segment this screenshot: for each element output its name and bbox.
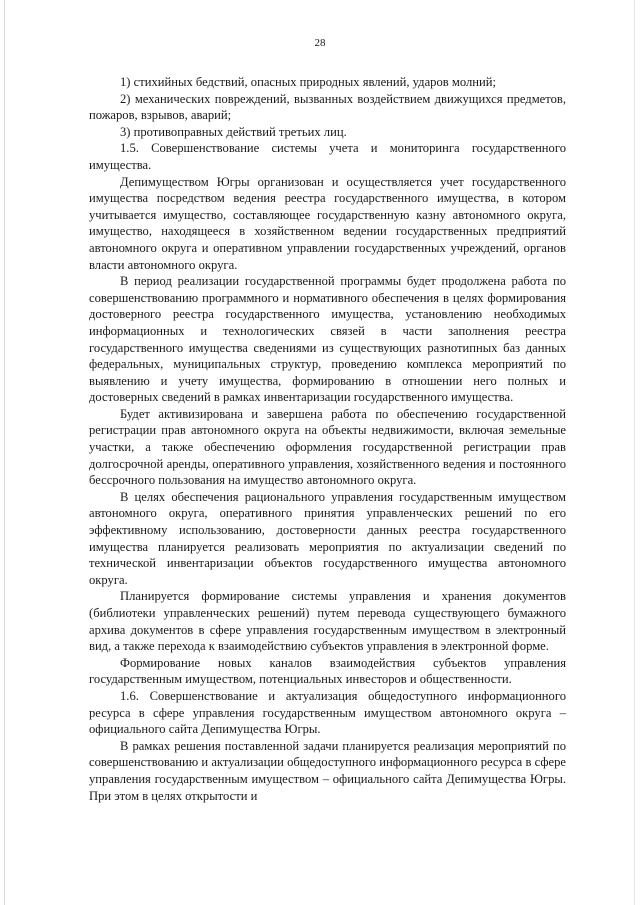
paragraph-rational-management: В целях обеспечения рационального управления государственным имуществом автономного округа, оперативного принятия управленческих решений по его эффективному использованию, достоверности данных реестра государственного имущества планируется реализовать мероприятия по актуализации сведений по технической инвентаризации объектов государственного имущества автономного округа.	[89, 489, 566, 587]
list-item-natural-disasters: 1) стихийных бедствий, опасных природных явлений, ударов молний;	[120, 75, 496, 89]
document-body	[89, 74, 566, 804]
paragraph-registry-accounting: Депимуществом Югры организован и осуществляется учет государственного имущества посредством ведения реестра государственного имущества, в котором учитывается имущество, составляющее государственную казну автономного округа, имущество, находящееся в хозяйственном ведении государственных предприятий автономного округа и оперативном управлении государственных учреждений, органов власти автономного округа.	[89, 174, 566, 272]
section-heading-1-6: 1.6. Совершенствование и актуализация общедоступного информационного ресурса в сфере управления государственным имуществом автономного округа – официального сайта Депимущества Югры.	[89, 688, 566, 737]
paragraph-state-registration: Будет активизирована и завершена работа по обеспечению государственной регистрации прав автономного округа на объекты недвижимости, включая земельные участки, а также обеспечению оформления государственной регистрации прав долгосрочной аренды, оперативного управления, хозяйственного ведения и постоянного бессрочного пользования на имущество автономного округа.	[89, 406, 566, 488]
paragraph-document-system: Планируется формирование системы управления и хранения документов (библиотеки управленческих решений) путем перевода существующего бумажного архива документов в сфере управления государственным имуществом в электронный вид, а также перехода к взаимодействию субъектов управления в электронной форме.	[89, 589, 566, 654]
paragraph-new-channels: Формирование новых каналов взаимодействия субъектов управления государственным имуществом, потенциальных инвесторов и общественности.	[89, 655, 566, 687]
list-item-third-party-actions: 3) противоправных действий третьих лиц.	[120, 124, 347, 139]
list-item-mechanical-damage: 2) механических повреждений, вызванных воздействием движущихся предметов, пожаров, взрывов, аварий;	[89, 91, 566, 123]
section-heading-1-5: 1.5. Совершенствование системы учета и мониторинга государственного имущества.	[89, 141, 566, 172]
paragraph-website-improvement: В рамках решения поставленной задачи планируется реализация мероприятий по совершенствованию и актуализации общедоступного информационного ресурса в сфере управления государственным имуществом – официального сайта Депимущества Югры. При этом в целях открытости и	[89, 738, 566, 803]
scan-edge-right	[634, 0, 635, 905]
scan-edge-left	[4, 0, 5, 905]
paragraph-program-period: В период реализации государственной программы будет продолжена работа по совершенствованию программного и нормативного обеспечения в целях формирования достоверного реестра государственного имущества, установлению необходимых информационных и технологических связей в части заполнения реестра государственного имущества сведениями из существующих разнотипных баз данных федеральных, муниципальных структур, проведению комплекса мероприятий по выявлению и учету имущества, формированию в отношении него полных и достоверных сведений в рамках инвентаризации государственного имущества.	[89, 274, 566, 405]
page-number: 28	[314, 37, 326, 49]
